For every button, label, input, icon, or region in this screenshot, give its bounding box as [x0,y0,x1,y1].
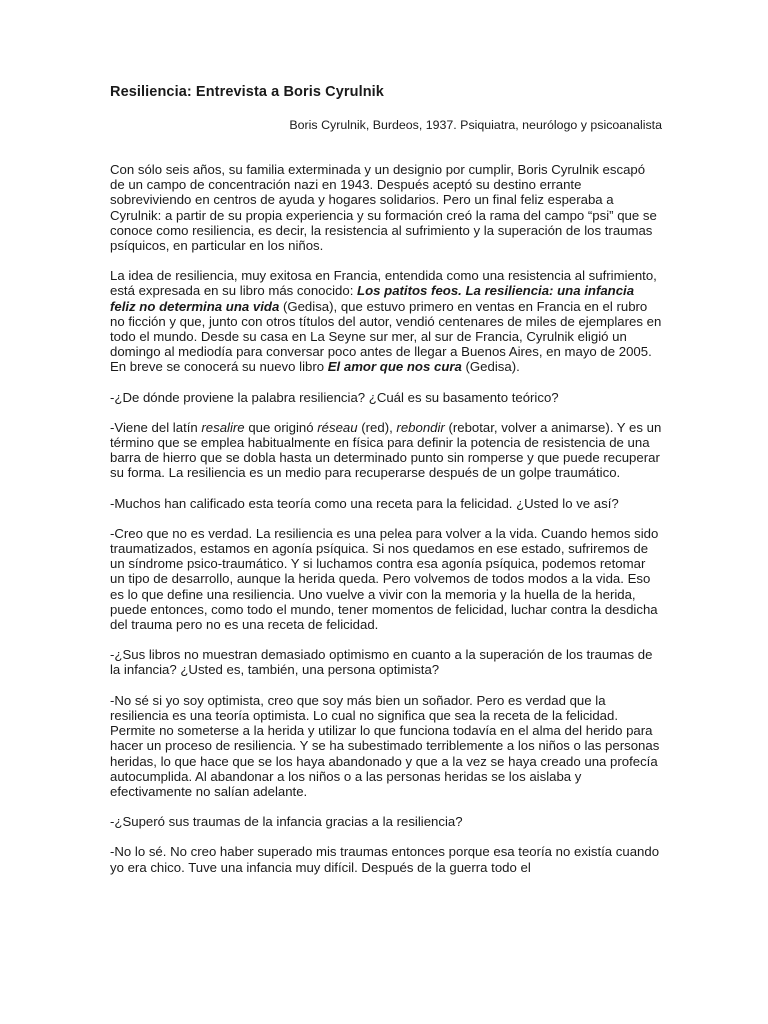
question-4: -¿Superó sus traumas de la infancia gracias a la resiliencia? [110,814,463,830]
answer-3: -No sé si yo soy optimista, creo que soy más bien un soñador. Pero es verdad que la resiliencia es una teoría optimista. Lo cual no significa que sea la receta de la felicidad. Permite no someterse a la herida y utilizar lo que funciona todavía en el alma del herido para hacer un proceso de resiliencia. Y se ha subestimado terriblemente a los niños o las personas heridas, lo que hace que se los haya abandonado y que a la vez se haya creado una profecía autocumplida. Al abandonar a los niños o a las personas heridas se los aislaba y efectivamente no salían adelante. [110,692,660,799]
text-segment: (Gedisa), que estuvo primero en ventas en Francia en el rubro no ficción y que, junto con otros títulos del autor, vendió centenares de miles de ejemplares en todo el mundo. Desde su casa en La Seyne sur mer, al sur de Francia, Cyrulnik eligió un domingo al mediodía para conversar poco antes de llegar a Buenos Aires, en mayo de 2005. En breve se conocerá su nuevo libro [110,298,662,375]
text-segment: que originó [244,419,318,435]
book-paragraph [110,268,662,374]
text-segment: (rebotar, volver a animarse). Y es un término que se emplea habitualmente en física para definir la potencia de resistencia de una barra de hierro que se dobla hasta un determinado punto sin romperse y que puede recuperar su forma. La resiliencia es un medio para recuperarse después de un golpe traumático. [110,419,662,481]
question-2: -Muchos han calificado esta teoría como una receta para la felicidad. ¿Usted lo ve así? [110,495,619,511]
author-byline: Boris Cyrulnik, Burdeos, 1937. Psiquiatra, neurólogo y psicoanalista [289,118,662,132]
text-segment: (red), [357,419,397,435]
question-3: -¿Sus libros no muestran demasiado optimismo en cuanto a la superación de los traumas de la infancia? ¿Usted es, también, una persona optimista? [110,647,653,678]
document-title: Resiliencia: Entrevista a Boris Cyrulnik [110,84,384,100]
document-page [110,84,662,890]
italic-word: resalire [201,419,245,435]
italic-word: rebondir [396,419,445,435]
answer-4: -No lo sé. No creo haber superado mis traumas entonces porque esa teoría no existía cuando yo era chico. Tuve una infancia muy difícil. Después de la guerra todo el [110,844,660,875]
text-segment: -Viene del latín [110,419,202,435]
text-segment: La idea de resiliencia, muy exitosa en Francia, entendida como una resistencia al sufrimiento, está expresada en su libro más conocido: [110,268,657,299]
book-title: Los patitos feos. La resiliencia: una infancia feliz no determina una vida [110,283,635,314]
book-title: El amor que nos cura [327,359,462,375]
italic-word: réseau [317,419,358,435]
question-1: -¿De dónde proviene la palabra resiliencia? ¿Cuál es su basamento teórico? [110,389,559,405]
intro-paragraph: Con sólo seis años, su familia exterminada y un designio por cumplir, Boris Cyrulnik escapó de un campo de concentración nazi en 1943. Después aceptó su destino errante sobreviviendo en centros de ayuda y hogares solidarios. Pero un final feliz esperaba a Cyrulnik: a partir de su propia experiencia y su formación creó la rama del campo “psi” que se conoce como resiliencia, es decir, la resistencia al sufrimiento y la superación de los traumas psíquicos, en particular en los niños. [110,162,657,254]
answer-1 [110,420,662,481]
answer-2: -Creo que no es verdad. La resiliencia es una pelea para volver a la vida. Cuando hemos sido traumatizados, estamos en agonía psíquica. Si nos quedamos en ese estado, sufriremos de un síndrome psico-traumático. Y si luchamos contra esa agonía psíquica, podemos retomar un tipo de desarrollo, aunque la herida queda. Pero volvemos de todos modos a la vida. Eso es lo que define una resiliencia. Uno vuelve a vivir con la memoria y la huella de la herida, puede entonces, como todo el mundo, tener momentos de felicidad, luchar contra la desdicha del trauma pero no es una receta de felicidad. [110,525,659,633]
text-segment: (Gedisa). [461,359,520,375]
